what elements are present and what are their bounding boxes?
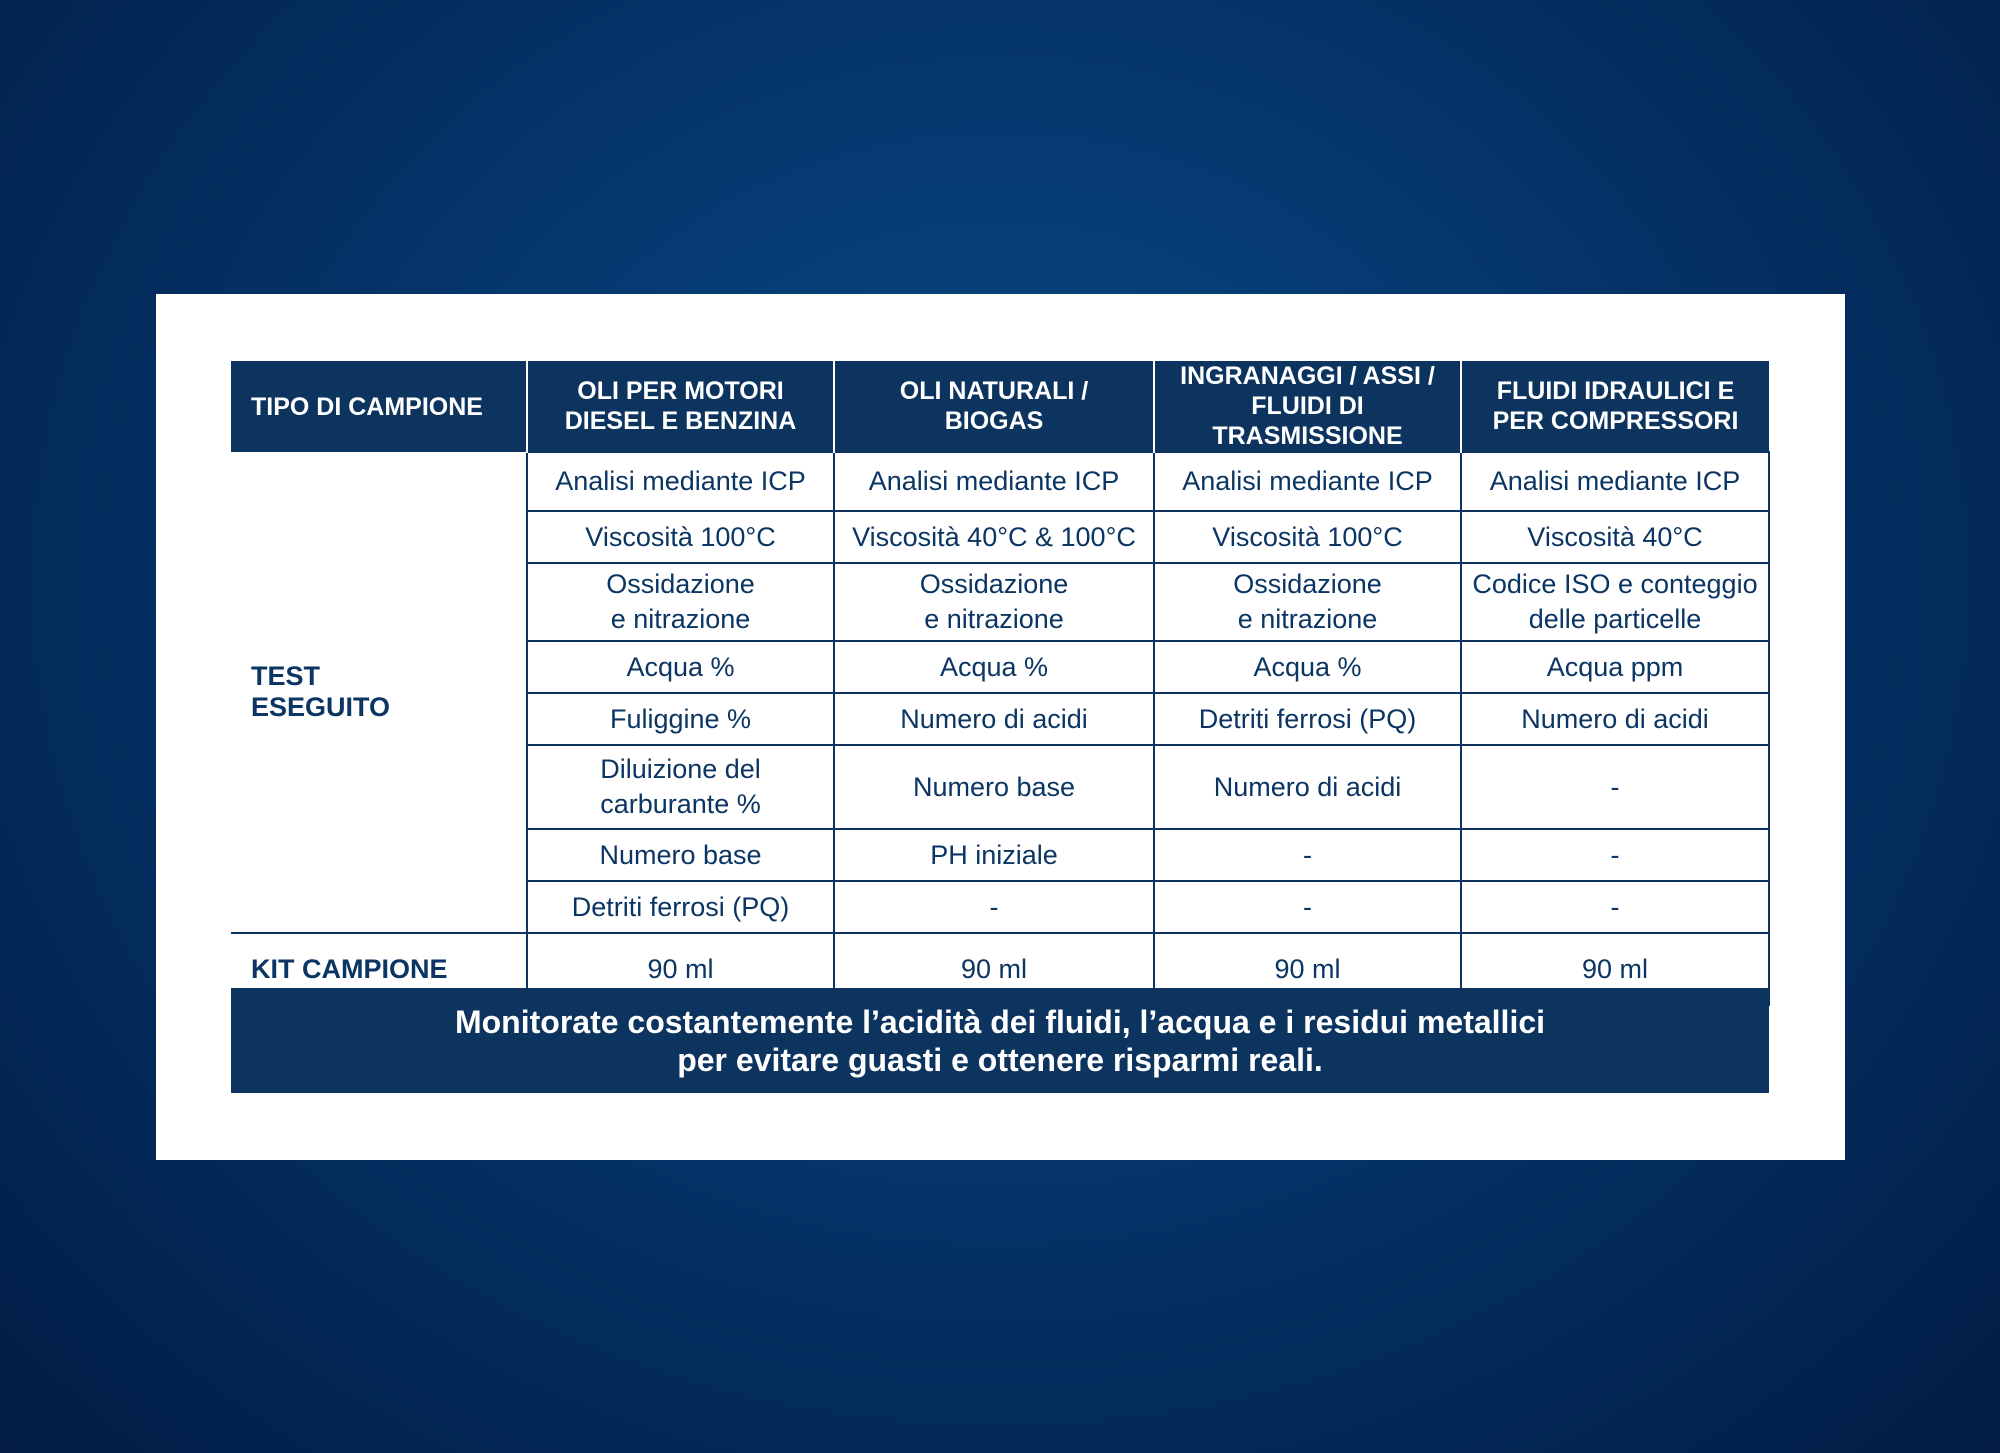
header-line: OLI NATURALI / <box>899 377 1089 405</box>
kit-value: 90 ml <box>1461 933 1769 1005</box>
table-cell: Analisi mediante ICP <box>1461 452 1769 511</box>
table-cell: Analisi mediante ICP <box>527 452 834 511</box>
header-col-natural-oils <box>834 361 1154 452</box>
header-sample-type: TIPO DI CAMPIONE <box>231 361 527 452</box>
label-line: ESEGUITO <box>251 692 391 722</box>
table-cell: Numero di acidi <box>1154 745 1461 829</box>
table-cell: - <box>1154 829 1461 881</box>
table-cell: Detriti ferrosi (PQ) <box>1154 693 1461 745</box>
cell-line: e nitrazione <box>1237 604 1378 634</box>
table-cell: Numero base <box>834 745 1154 829</box>
cell-line: Ossidazione <box>919 569 1069 599</box>
table-cell: Analisi mediante ICP <box>834 452 1154 511</box>
footer-line: Monitorate costantemente l’acidità dei fluidi, l’acqua e i residui metallici <box>454 1003 1546 1040</box>
footer-line: per evitare guasti e ottenere risparmi reali. <box>677 1041 1323 1078</box>
table-cell: Numero di acidi <box>1461 693 1769 745</box>
table-cell: Fuliggine % <box>527 693 834 745</box>
table-cell: - <box>834 881 1154 933</box>
table-cell: Analisi mediante ICP <box>1154 452 1461 511</box>
table-cell: Acqua % <box>1154 641 1461 693</box>
header-line: BIOGAS <box>944 407 1044 435</box>
table-cell <box>527 745 834 829</box>
header-line: OLI PER MOTORI <box>577 377 784 405</box>
cell-line: Ossidazione <box>1233 569 1382 599</box>
header-col-hydraulic <box>1461 361 1769 452</box>
table-cell: Viscosità 40°C <box>1461 511 1769 563</box>
header-line: PER COMPRESSORI <box>1492 407 1739 435</box>
table-cell: - <box>1461 829 1769 881</box>
table-cell: Viscosità 100°C <box>527 511 834 563</box>
header-col-gears <box>1154 361 1461 452</box>
table-cell <box>834 563 1154 641</box>
kit-value: 90 ml <box>834 933 1154 1005</box>
table-cell: Numero base <box>527 829 834 881</box>
table-cell: - <box>1461 881 1769 933</box>
table-cell <box>527 563 834 641</box>
table-cell <box>1461 563 1769 641</box>
table-cell <box>1154 563 1461 641</box>
table-cell: - <box>1461 745 1769 829</box>
table-cell: Acqua % <box>527 641 834 693</box>
cell-line: e nitrazione <box>924 604 1064 634</box>
table-cell: Acqua ppm <box>1461 641 1769 693</box>
header-col-engine-oils <box>527 361 834 452</box>
table-cell: Detriti ferrosi (PQ) <box>527 881 834 933</box>
kit-value: 90 ml <box>527 933 834 1005</box>
table-cell: - <box>1154 881 1461 933</box>
header-row <box>231 361 1769 452</box>
label-line: TEST <box>251 661 321 691</box>
test-spec-table <box>231 361 1770 1006</box>
cell-line: Diluizione del <box>600 754 761 784</box>
test-performed-label <box>231 452 527 933</box>
table-cell: Viscosità 100°C <box>1154 511 1461 563</box>
table-row <box>231 452 1769 511</box>
cell-line: carburante % <box>600 789 761 819</box>
table-cell: PH iniziale <box>834 829 1154 881</box>
cell-line: Ossidazione <box>606 569 755 599</box>
cell-line: e nitrazione <box>610 604 751 634</box>
table-cell: Acqua % <box>834 641 1154 693</box>
kit-value: 90 ml <box>1154 933 1461 1005</box>
kit-label: KIT CAMPIONE <box>231 933 527 1005</box>
table-cell: Viscosità 40°C & 100°C <box>834 511 1154 563</box>
table-card <box>156 294 1845 1160</box>
footer-banner <box>231 988 1769 1093</box>
cell-line: Codice ISO e conteggio <box>1472 569 1758 599</box>
header-line: FLUIDI DI TRASMISSIONE <box>1212 392 1403 450</box>
table-cell: Numero di acidi <box>834 693 1154 745</box>
header-line: INGRANAGGI / ASSI / <box>1180 362 1435 390</box>
cell-line: delle particelle <box>1528 604 1702 634</box>
header-line: FLUIDI IDRAULICI E <box>1496 377 1735 405</box>
header-line: DIESEL E BENZINA <box>564 407 797 435</box>
